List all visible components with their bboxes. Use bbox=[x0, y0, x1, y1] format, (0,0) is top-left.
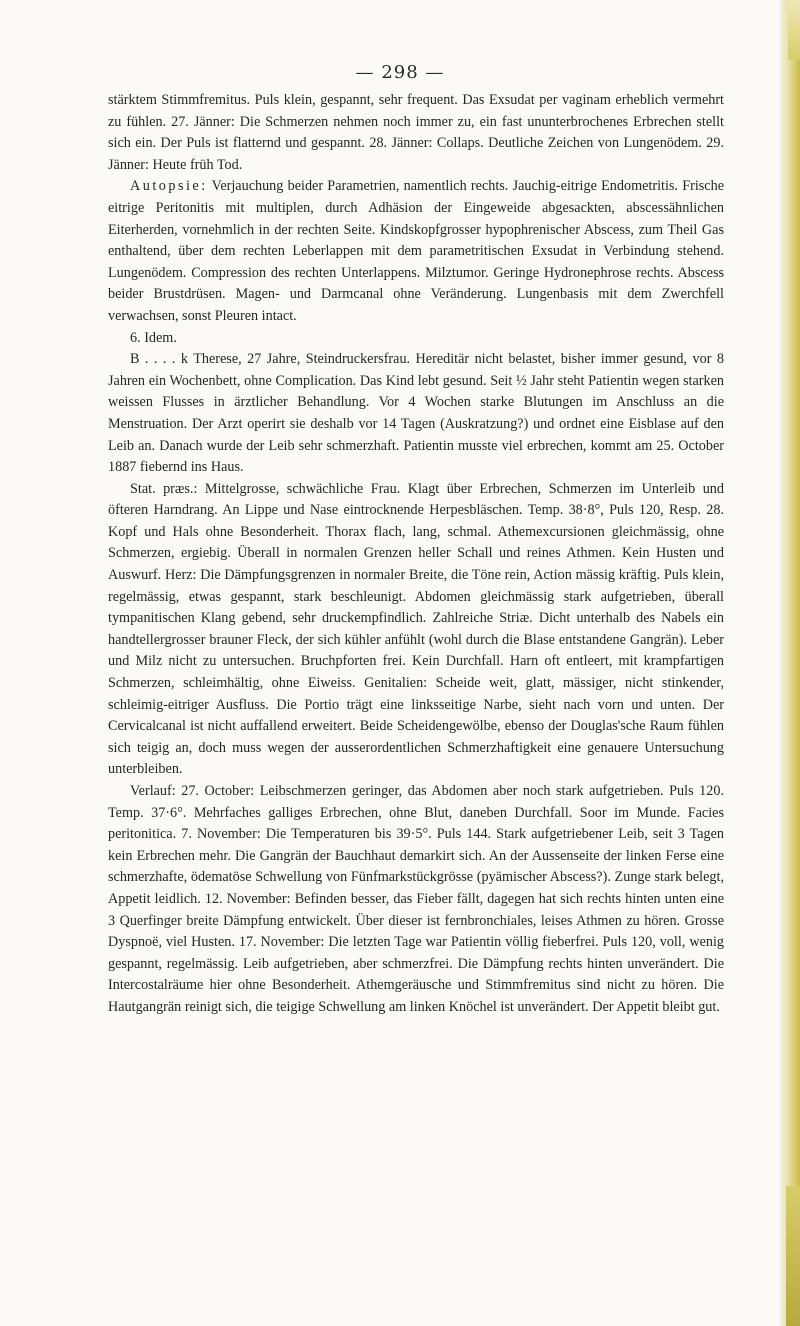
paragraph-verlauf bbox=[108, 781, 724, 1019]
page-edge-decoration bbox=[780, 0, 800, 1326]
paragraph-text: Verlauf: 27. October: Leibschmerzen geringer, das Abdomen aber noch stark aufgetrieben. Puls 120. Temp. 37·6°. Mehrfaches galliges Erbrechen, ohne Blut, daneben Durchfall. Soor im Munde. Facies peritonitica. 7. November: Die Temperaturen bis 39·5°. Puls 144. Stark aufgetriebener Leib, seit 3 Tagen kein Erbrechen mehr. Die Gangrän der Bauchhaut demarkirt sich. An der Aussenseite der linken Ferse eine schmerzhafte, ödematöse Schwellung von Fünfmarkstückgrösse (pyämischer Abscess?). Zunge stark belegt, Appetit leidlich. 12. November: Befinden besser, das Fieber fällt, dagegen hat sich rechts hinten unten eine 3 Querfinger breite Dämpfung entwickelt. Über dieser ist fernbronchiales, leises Athmen zu hören. Grosse Dyspnoë, viel Husten. 17. November: Die letzten Tage war Patientin völlig fieberfrei. Puls 120, voll, wenig gespannt, regelmässig. Leib aufgetrieben, aber schmerzfrei. Die Dämpfung rechts hinten unverändert. Die Intercostalräume hier ohne Besonderheit. Athemgeräusche und Stimmfremitus sind nicht zu hören. Die Hautgangrän reinigt sich, die teigige Schwellung am linken Knöchel ist unverändert. Der Appetit bleibt gut. bbox=[108, 783, 724, 1015]
paragraph-text: B . . . . k Therese, 27 Jahre, Steindruckersfrau. Hereditär nicht belastet, bisher immer gesund, vor 8 Jahren ein Wochenbett, ohne Complication. Das Kind lebt gesund. Seit ½ Jahr steht Patientin wegen starken weissen Flusses in ärztlicher Behandlung. Vor 4 Wochen starke Blutungen im Anschluss an die Menstruation. Der Arzt operirt sie deshalb vor 14 Tagen (Auskratzung?) und ordnet eine Eisblase auf den Leib an. Danach wurde der Leib sehr schmerzhaft. Patientin musste viel erbrechen, kommt am 25. October 1887 fiebernd ins Haus. bbox=[108, 351, 724, 476]
page-edge-top-decoration bbox=[788, 0, 800, 60]
page-number: — 298 — bbox=[355, 62, 445, 83]
paragraph-lead-autopsie: Autopsie: bbox=[130, 178, 208, 195]
paragraph-status-praesens bbox=[108, 479, 724, 781]
paragraph-text: Stat. præs.: Mittelgrosse, schwächliche Frau. Klagt über Erbrechen, Schmerzen im Unterleib und öfteren Harndrang. An Lippe und Nase eintrocknende Herpesbläschen. Temp. 38·8°, Puls 120, Resp. 28. Kopf und Hals ohne Besonderheit. Thorax flach, lang, schmal. Athemexcursionen gleichmässig, ohne Schmerzen, ergiebig. Überall in normalen Grenzen heller Schall und reines Athmen. Kein Husten und Auswurf. Herz: Die Dämpfungsgrenzen in normaler Breite, die Töne rein, Action mässig kräftig. Puls klein, regelmässig, etwas gespannt, stark beschleunigt. Abdomen gleichmässig stark aufgetrieben, überall tympanitischen Klang gebend, sehr druckempfindlich. Zahlreiche Striæ. Dicht unterhalb des Nabels ein handtellergrosser brauner Fleck, der sich kühler anfühlt (wohl durch die Blase entstandene Gangrän). Leber und Milz nicht zu untersuchen. Bruchpforten frei. Kein Durchfall. Harn oft entleert, mit krampfartigen Schmerzen, schleimhältig, ohne Eiweiss. Genitalien: Scheide weit, glatt, mässiger, nicht stinkender, schleimig-eitriger Ausfluss. Die Portio trägt eine linksseitige Narbe, sieht nach vorn und unten. Der Cervicalcanal ist nicht auffallend erweitert. Beide Scheidengewölbe, ebenso der Douglas'sche Raum fühlen sich teigig an, doch muss wegen der ausserordentlichen Schmerzhaftigkeit eine genauere Untersuchung unterbleiben. bbox=[108, 480, 724, 778]
paragraph-case-number bbox=[108, 328, 724, 350]
paragraph-case-history bbox=[108, 349, 724, 479]
paragraph-text: stärktem Stimmfremitus. Puls klein, gespannt, sehr frequent. Das Exsudat per vaginam erheblich vermehrt zu fühlen. 27. Jänner: Die Schmerzen nehmen noch immer zu, ein fast ununterbrochenes Erbrechen stellt sich ein. Der Puls ist flatternd und gespannt. 28. Jänner: Collaps. Deutliche Zeichen von Lungenödem. 29. Jänner: Heute früh Tod. bbox=[108, 92, 724, 173]
paragraph-continuation bbox=[108, 90, 724, 176]
paragraph-text: Verjauchung beider Parametrien, namentlich rechts. Jauchig-eitrige Endometritis. Frische eitrige Peritonitis mit multiplen, durch Adhäsion der Eingeweide abgesackten, abscessähnlichen Eiterherden, vornehmlich in der rechten Seite. Kindskopfgrosser hypophrenischer Abscess, zum Theil Gas enthaltend, über dem rechten Leberlappen mit dem parametritischen Exsudat in Verbindung stehend. Lungenödem. Compression des rechten Unterlappens. Milztumor. Geringe Hydronephrose rechts. Abscess beider Brustdrüsen. Magen- und Darmcanal ohne Veränderung. Lungenbasis mit dem Zwerchfell verwachsen, sonst Pleuren intact. bbox=[108, 178, 724, 324]
page-edge-bottom-decoration bbox=[786, 1186, 800, 1326]
paragraph-text: 6. Idem. bbox=[130, 329, 177, 346]
paragraph-autopsie bbox=[108, 176, 724, 327]
body-text bbox=[108, 90, 724, 1019]
